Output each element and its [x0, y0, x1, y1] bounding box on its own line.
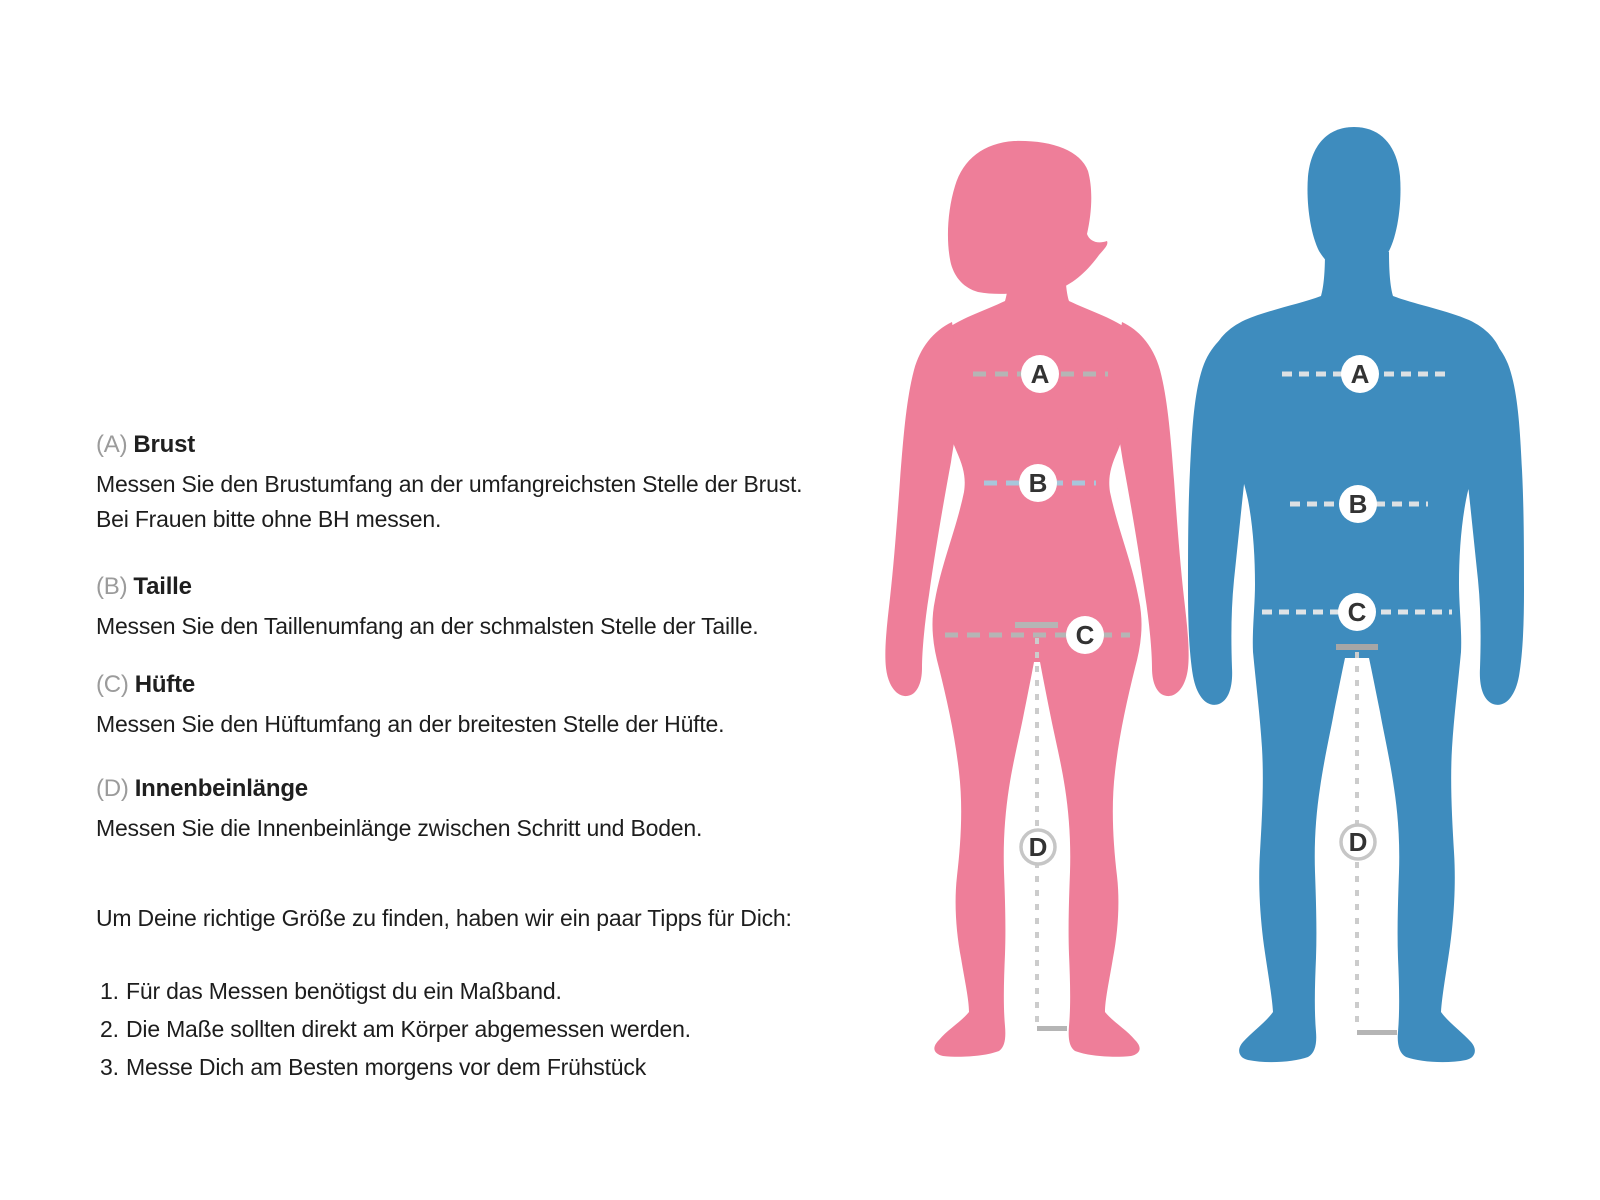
tip-text: Für das Messen benötigst du ein Maßband. — [126, 978, 562, 1004]
section-key-a: (A) — [96, 431, 128, 458]
male-marker-b-letter: B — [1348, 489, 1368, 519]
female-marker-d-letter: D — [1028, 832, 1048, 862]
female-crotch-bar — [1015, 622, 1058, 628]
tip-text: Messe Dich am Besten morgens vor dem Frühstück — [126, 1054, 646, 1080]
text-line: Messen Sie den Hüftumfang an der breitesten Stelle der Hüfte. — [96, 711, 725, 737]
male-floor-bar — [1357, 1030, 1397, 1035]
tip-number: 1. — [100, 978, 119, 1004]
section-key-d: (D) — [96, 775, 129, 802]
section-key-c: (C) — [96, 671, 129, 698]
tip-number: 3. — [100, 1054, 119, 1080]
text-line: Messen Sie die Innenbeinlänge zwischen Schritt und Boden. — [96, 815, 703, 841]
text-line: Messen Sie den Taillenumfang an der schmalsten Stelle der Taille. — [96, 613, 759, 639]
female-marker-b-letter: B — [1028, 468, 1048, 498]
male-marker-d-letter: D — [1348, 827, 1368, 857]
text-line: Bei Frauen bitte ohne BH messen. — [96, 506, 442, 532]
male-left-arm — [1188, 322, 1255, 705]
tip-number: 2. — [100, 1016, 119, 1042]
section-title-brust: Brust — [133, 431, 196, 458]
male-right-arm — [1457, 322, 1524, 705]
male-crotch-bar — [1336, 644, 1378, 650]
female-marker-c-letter: C — [1075, 620, 1095, 650]
text-line: Messen Sie den Brustumfang an der umfangreichsten Stelle der Brust. — [96, 471, 803, 497]
female-floor-bar — [1037, 1026, 1067, 1031]
section-title-huefte: Hüfte — [134, 671, 196, 698]
tip-text: Die Maße sollten direkt am Körper abgemessen werden. — [126, 1016, 691, 1042]
male-marker-a-letter: A — [1350, 359, 1370, 389]
male-head — [1307, 127, 1400, 274]
tips-intro: Um Deine richtige Größe zu finden, haben wir ein paar Tipps für Dich: — [96, 905, 792, 931]
section-title-innenbeinlaenge: Innenbeinlänge — [134, 775, 308, 802]
section-key-b: (B) — [96, 573, 128, 600]
female-marker-a-letter: A — [1030, 359, 1050, 389]
male-marker-c-letter: C — [1347, 597, 1367, 627]
section-title-taille: Taille — [133, 573, 192, 600]
